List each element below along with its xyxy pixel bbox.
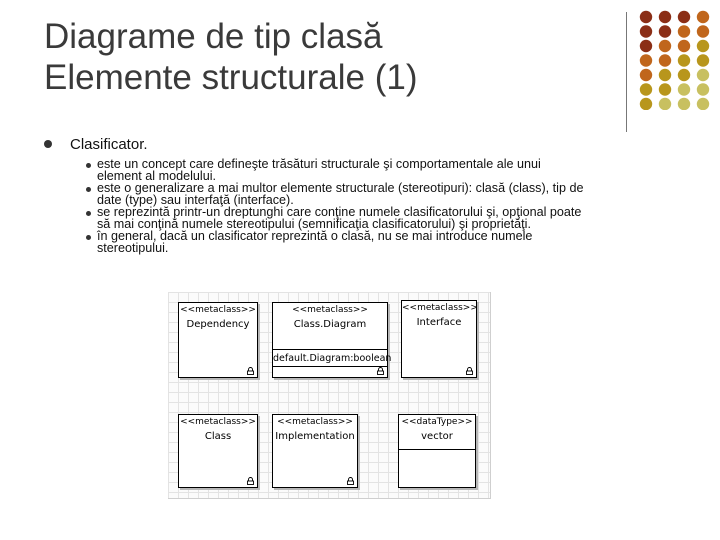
decorative-dot: [640, 69, 652, 81]
slide-title: [44, 16, 417, 98]
main-bullet-text: Clasificator.: [70, 136, 148, 153]
uml-class-box-implementation: [272, 414, 358, 488]
uml-diagram: [168, 292, 491, 499]
decorative-dot: [678, 98, 690, 110]
list-item-line: este o generalizare a mai multor elemente structurale (stereotipuri): clasă (class), tip de: [97, 181, 584, 195]
decorative-dot-grid: [638, 10, 718, 110]
title-line-1: Diagrame de tip clasă: [44, 17, 383, 56]
decorative-dot: [678, 83, 690, 95]
uml-class-box-class: [178, 414, 258, 488]
decorative-divider: [626, 12, 627, 132]
list-item-line: stereotipului.: [97, 241, 169, 255]
decorative-dot: [697, 98, 709, 110]
bullet-icon: [86, 187, 91, 192]
box-name: vector: [421, 431, 453, 442]
list-item-line: este un concept care defineşte trăsături structurale şi comportamentale ale unui: [97, 157, 541, 171]
box-divider: [273, 349, 387, 350]
list-item-line: se reprezintă printr-un dreptunghi care conţine numele clasificatorului şi, opţional poate: [97, 205, 582, 219]
decorative-dot: [659, 69, 671, 81]
lock-icon: [247, 367, 254, 375]
bullet-icon: [86, 235, 91, 240]
decorative-dot: [640, 11, 652, 23]
decorative-dot: [640, 54, 652, 66]
box-divider: [399, 449, 475, 450]
subbullet-list: [86, 158, 686, 254]
list-item: [86, 182, 686, 206]
decorative-dot: [659, 83, 671, 95]
decorative-dot: [697, 83, 709, 95]
decorative-dot: [640, 40, 652, 52]
lock-icon: [347, 477, 354, 485]
decorative-dot: [678, 69, 690, 81]
list-item-line: element al modelului.: [97, 169, 217, 183]
lock-icon: [466, 367, 473, 375]
lock-icon: [247, 477, 254, 485]
box-name: Implementation: [275, 431, 355, 442]
decorative-dot: [659, 98, 671, 110]
box-stereotype: <<metaclass>>: [292, 305, 368, 315]
decorative-dot: [678, 54, 690, 66]
decorative-dot: [697, 11, 709, 23]
uml-datatype-box-vector: [398, 414, 476, 488]
box-stereotype: <<metaclass>>: [180, 417, 256, 427]
decorative-dot: [697, 40, 709, 52]
list-item-line: date (type) sau interfaţă (interface).: [97, 193, 294, 207]
decorative-dot: [659, 54, 671, 66]
bullet-icon: [44, 140, 52, 148]
box-name: Class.Diagram: [293, 319, 367, 330]
box-stereotype: <<metaclass>>: [277, 417, 353, 427]
list-item: [86, 230, 686, 254]
decorative-dot: [659, 25, 671, 37]
uml-class-box-interface: [401, 300, 477, 378]
box-stereotype: <<metaclass>>: [402, 303, 478, 313]
decorative-dot: [678, 11, 690, 23]
box-name: Dependency: [186, 319, 250, 330]
lock-icon: [377, 367, 384, 375]
list-item: [86, 206, 686, 230]
decorative-dot: [678, 25, 690, 37]
decorative-dot: [697, 69, 709, 81]
uml-class-box-class-diagram: [272, 302, 392, 378]
decorative-dot: [697, 25, 709, 37]
decorative-dot: [640, 25, 652, 37]
box-divider: [273, 366, 387, 367]
list-item: [86, 158, 686, 182]
list-item-line: în general, dacă un clasificator reprezintă o clasă, nu se mai introduce numele: [97, 229, 533, 243]
uml-class-box-dependency: [178, 302, 258, 378]
decorative-dot: [697, 54, 709, 66]
decorative-dot: [659, 11, 671, 23]
bullet-icon: [86, 211, 91, 216]
box-stereotype: <<dataType>>: [401, 417, 473, 427]
decorative-dot: [678, 40, 690, 52]
box-name: Class: [204, 431, 232, 442]
list-item-line: să mai conţină numele stereotipului (semnificaţia clasificatorului) şi proprietăţi.: [97, 217, 531, 231]
box-name: Interface: [416, 317, 462, 328]
box-stereotype: <<metaclass>>: [180, 305, 256, 315]
bullet-icon: [86, 163, 91, 168]
box-attribute: default.Diagram:boolean: [273, 353, 392, 364]
decorative-dot: [640, 83, 652, 95]
title-line-2: Elemente structurale (1): [44, 58, 418, 97]
decorative-dot: [640, 98, 652, 110]
decorative-dot: [659, 40, 671, 52]
